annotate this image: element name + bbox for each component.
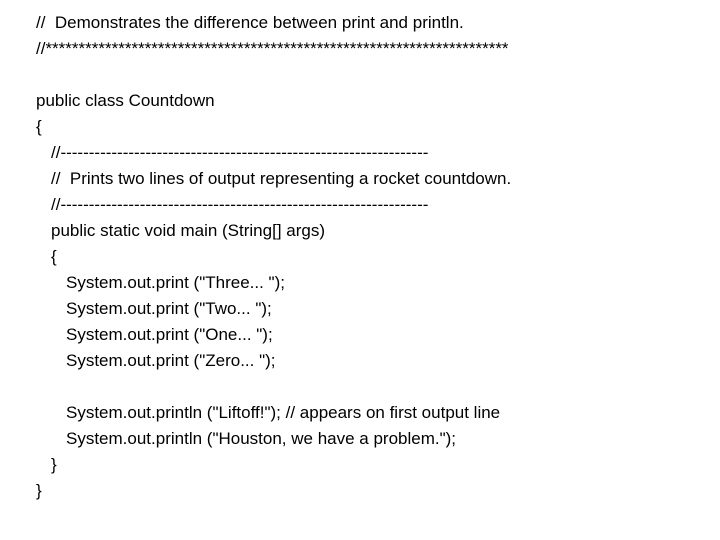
comment-star-divider: //********************************************************************** [36,39,509,58]
println-statement-houston: System.out.println ("Houston, we have a problem."); [66,429,457,448]
blank-line [36,374,706,400]
method-open-brace: { [51,247,57,266]
print-statement-zero: System.out.print ("Zero... "); [66,351,276,370]
method-declaration: public static void main (String[] args) [51,221,325,240]
class-declaration: public class Countdown [36,91,215,110]
class-close-brace: } [36,481,42,500]
comment-description: // Demonstrates the difference between print and println. [36,13,464,32]
print-statement-three: System.out.print ("Three... "); [66,273,285,292]
blank-line [36,62,706,88]
method-close-brace: } [51,455,57,474]
code-listing [36,10,706,504]
comment-method-description: // Prints two lines of output representing a rocket countdown. [51,169,512,188]
comment-dash-divider-bottom: //----------------------------------------------------------------- [51,195,429,214]
class-open-brace: { [36,117,42,136]
println-statement-liftoff: System.out.println ("Liftoff!"); // appears on first output line [66,403,501,422]
print-statement-two: System.out.print ("Two... "); [66,299,272,318]
print-statement-one: System.out.print ("One... "); [66,325,273,344]
comment-dash-divider-top: //----------------------------------------------------------------- [51,143,429,162]
